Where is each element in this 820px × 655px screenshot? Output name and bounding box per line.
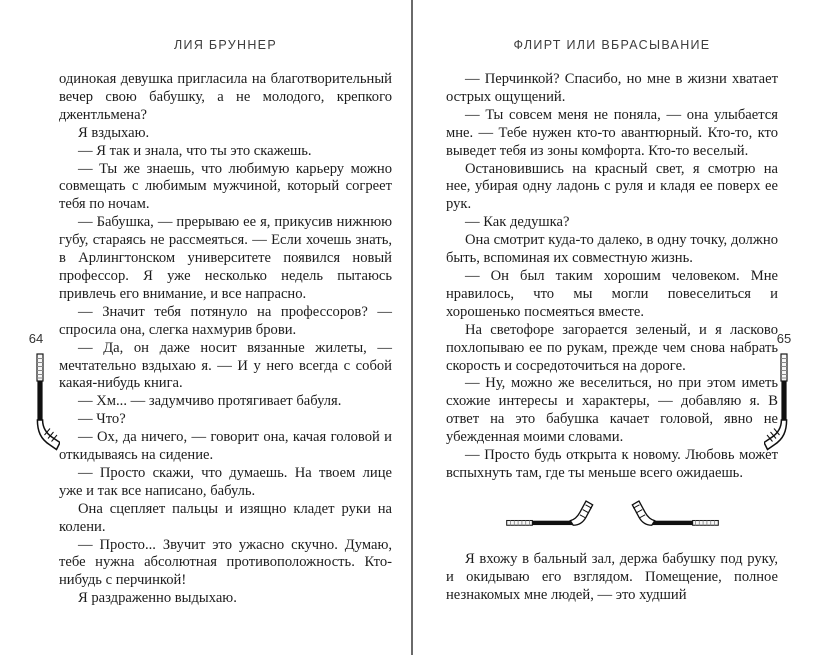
right-page-column [446,38,778,605]
paragraph: — Ох, да ничего, — говорит она, качая головой и откидываясь на сидение. [59,429,392,464]
hockey-stick-icon [764,352,800,460]
page-number-left: 64 [28,331,44,346]
hockey-stick-icon [614,492,720,530]
paragraph: — Бабушка, — прерываю ее я, прикусив нижнюю губу, стараясь не рассмеяться. — Если хочешь знать, в Арлингтонском университете появился новый профессор. Я уже несколько недель пытаюсь привлечь его внимание, и все напрасно. [59,214,392,302]
hockey-stick-icon [505,492,611,530]
paragraph: Я вздыхаю. [78,124,150,141]
paragraph: одинокая девушка пригласила на благотворительный вечер свою бабушку, а не молодого, крепкого джентльмена? [59,71,392,123]
paragraph: — Ты же знаешь, что любимую карьеру можно совмещать с любимым мужчиной, который согреет тебя по ночам. [59,160,392,213]
paragraph: — Просто будь открыта к новому. Любовь может вспыхнуть там, где ты меньше всего ожидаешь. [446,447,778,481]
paragraph: — Ну, можно же веселиться, но при этом иметь схожие интересы и характеры, — добавляю я. В ответ на это бабушка качает головой, явно не убежденная моими словами. [446,375,778,446]
paragraph: — Перчинкой? Спасибо, но мне в жизни хватает острых ощущений. [446,71,778,105]
paragraph: — Значит тебя потянуло на профессоров? — спросила она, слегка нахмурив брови. [59,303,392,338]
paragraph: — Просто скажи, что думаешь. На твоем лице уже и так все написано, бабуль. [59,464,392,499]
paragraph: — Как дедушка? [465,214,570,231]
page-number-right: 65 [776,331,792,346]
paragraph: Я раздраженно выдыхаю. [78,590,237,607]
paragraph: — Я так и знала, что ты это скажешь. [78,142,312,159]
paragraph: — Хм... — задумчиво протягивает бабуля. [78,393,342,410]
paragraph: На светофоре загорается зеленый, и я ласково похлопываю ее по рукам, прежде чем снова набрать скорость и сосредоточиться на дороге. [446,321,778,374]
right-page-body-top [446,71,778,483]
running-head-author: ЛИЯ БРУННЕР [174,38,277,52]
left-page-column [59,38,392,608]
paragraph: — Да, он даже носит вязанные жилеты, — мечтательно вздыхаю я. — И у него всегда с собой какая-нибудь книга. [59,339,392,392]
paragraph: — Ты совсем меня не поняла, — она улыбается мне. — Тебе нужен кто-то авантюрный. Кто-то, кто выведет тебя из зоны комфорта. Кто-то веселый. [446,106,778,159]
running-head-title: ФЛИРТ ИЛИ ВБРАСЫВАНИЕ [513,38,711,52]
paragraph: Она смотрит куда-то далеко, в одну точку, должно быть, вспоминая их совместную жизнь. [446,232,778,267]
right-page-body-bottom [446,551,778,605]
paragraph: Остановившись на красный свет, я смотрю на нее, убирая одну ладонь с руля и кладя ее поверх ее рук. [446,160,778,213]
paragraph: — Он был таким хорошим человеком. Мне нравилось, что мы могли повеселиться и хорошенько посмеяться вместе. [446,267,778,320]
paragraph: Я вхожу в бальный зал, держа бабушку под руку, и окидываю его взглядом. Помещение, полное незнакомых мне людей, — это худший [446,550,778,603]
paragraph: Она сцепляет пальцы и изящно кладет руки на колени. [59,500,392,535]
crossed-hockey-sticks-icon [446,492,778,530]
left-page-body [59,71,392,608]
paragraph: — Что? [78,411,126,428]
right-page [413,0,820,655]
hockey-stick-icon [24,352,60,460]
paragraph: — Просто... Звучит это ужасно скучно. Думаю, тебе нужна абсолютная противоположность. Кто-нибудь с перчинкой! [59,536,392,589]
